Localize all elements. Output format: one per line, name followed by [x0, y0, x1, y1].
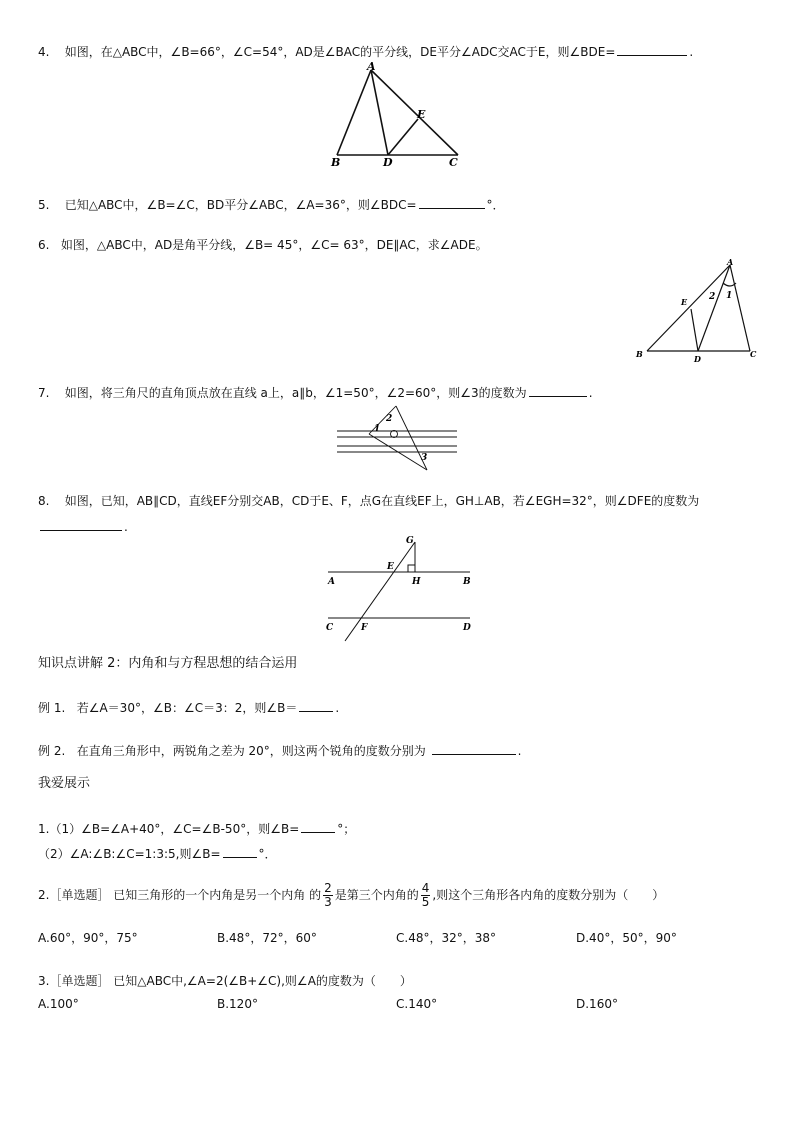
label-f: F	[361, 623, 368, 633]
label-a: A	[727, 257, 734, 267]
label-c: C	[449, 156, 458, 169]
label-b: B	[463, 577, 471, 587]
label-h: H	[412, 577, 421, 587]
label-c: C	[326, 623, 334, 633]
question-text: 已知△ABC中，∠B=∠C，BD平分∠ABC，∠A=36°，则∠BDC=	[64, 198, 417, 212]
option-a[interactable]: A.100°	[38, 997, 79, 1011]
label-a: A	[367, 60, 376, 73]
answer-blank[interactable]	[301, 820, 335, 833]
question-text: 如图，已知，AB∥CD，直线EF分别交AB，CD于E、F，点G在直线EF上，GH⊥AB，若∠EGH=32°，则∠DFE的度数为	[64, 494, 700, 508]
option-a[interactable]: A.60°，90°，75°	[38, 931, 138, 945]
example-text: 在直角三角形中，两锐角之差为 20°，则这两个锐角的度数分别为	[76, 744, 426, 758]
label-a: A	[328, 577, 335, 587]
label-angle-1: 1	[726, 291, 733, 301]
answer-blank[interactable]	[529, 384, 587, 397]
label-d: D	[694, 354, 701, 364]
set-square-parallel-lines-figure	[335, 402, 461, 474]
question-text: 如图，△ABC中，AD是角平分线，∠B= 45°，∠C= 63°，DE∥AC，求∠ADE。	[60, 238, 488, 252]
question-text: 如图，在△ABC中，∠B=66°，∠C=54°，AD是∠BAC的平分线，DE平分∠ADC交AC于E，则∠BDE=	[64, 45, 616, 59]
triangle-abc-figure-q4	[325, 58, 465, 170]
question-number: 7.	[38, 386, 50, 400]
example-2: 例 2. 在直角三角形中，两锐角之差为 20°，则这两个锐角的度数分别为 .	[38, 744, 522, 758]
question-4: 4. 如图，在△ABC中，∠B=66°，∠C=54°，AD是∠BAC的平分线，DE平分∠ADC交AC于E，则∠BDE= .	[38, 45, 694, 59]
question-8-answer: .	[38, 518, 128, 535]
fraction-four-fifths: $\frac{4}{5}$	[421, 881, 430, 909]
answer-blank[interactable]	[40, 518, 122, 531]
question-7: 7. 如图，将三角尺的直角顶点放在直线 a上，a∥b，∠1=50°，∠2=60°，则∠3的度数为 .	[38, 386, 593, 400]
option-d[interactable]: D.160°	[576, 997, 618, 1011]
label-angle-2: 2	[709, 292, 716, 302]
answer-blank[interactable]	[617, 43, 687, 56]
section-title: 知识点讲解 2：内角和与方程思想的结合运用	[38, 656, 298, 671]
fraction-two-thirds: $\frac{2}{3}$	[324, 881, 332, 909]
triangle-abc-figure-q6	[630, 253, 760, 365]
example-number: 例 1.	[38, 701, 66, 715]
question-number: 4.	[38, 45, 50, 59]
parallel-lines-transversal-figure	[320, 532, 480, 644]
practice-1-part-1: 1.（1）∠B=∠A+40°，∠C=∠B-50°，则∠B= °；	[38, 822, 356, 836]
answer-blank[interactable]	[299, 699, 333, 712]
question-number: 6.	[38, 238, 50, 252]
label-d: D	[383, 156, 393, 169]
answer-blank[interactable]	[432, 742, 516, 755]
label-c: C	[750, 349, 757, 359]
label-d: D	[463, 623, 471, 633]
practice-3: 3.［单选题］ 已知△ABC中,∠A=2(∠B+∠C),则∠A的度数为（ ）	[38, 974, 412, 988]
example-1: 例 1. 若∠A＝30°，∠B：∠C＝3：2，则∠B＝ .	[38, 701, 340, 715]
option-b[interactable]: B.48°，72°，60°	[217, 931, 317, 945]
question-8	[38, 493, 699, 509]
question-6	[38, 237, 488, 253]
option-b[interactable]: B.120°	[217, 997, 258, 1011]
practice-2: 2.［单选题］ 已知三角形的一个内角是另一个内角 的 $\frac{2}{3}$ 是第三个内角的 $\frac{4}{5}$ ,则这个三角形各内角的度数分别为（ ）	[38, 881, 665, 909]
label-angle-3: 3	[421, 453, 428, 463]
label-angle-2: 2	[386, 414, 393, 424]
label-e: E	[417, 108, 426, 121]
question-5: 5. 已知△ABC中，∠B=∠C，BD平分∠ABC，∠A=36°，则∠BDC= °．	[38, 198, 505, 212]
label-e: E	[681, 297, 688, 307]
example-number: 例 2.	[38, 744, 66, 758]
label-b: B	[331, 156, 341, 169]
option-c[interactable]: C.140°	[396, 997, 438, 1011]
show-title: 我爱展示	[38, 776, 91, 791]
label-e: E	[387, 562, 394, 572]
example-text: 若∠A＝30°，∠B：∠C＝3：2，则∠B＝	[76, 701, 298, 715]
answer-blank[interactable]	[223, 845, 257, 858]
label-g: G	[406, 536, 414, 546]
question-number: 5.	[38, 198, 50, 212]
question-text: 如图，将三角尺的直角顶点放在直线 a上，a∥b，∠1=50°，∠2=60°，则∠3的度数为	[64, 386, 527, 400]
option-d[interactable]: D.40°，50°，90°	[576, 931, 677, 945]
label-angle-1: 1	[374, 424, 381, 434]
option-c[interactable]: C.48°，32°，38°	[396, 931, 497, 945]
answer-blank[interactable]	[419, 196, 485, 209]
question-number: 8.	[38, 494, 50, 508]
practice-1-part-2: （2）∠A:∠B:∠C=1:3:5,则∠B= °．	[38, 847, 277, 861]
label-b: B	[636, 349, 643, 359]
